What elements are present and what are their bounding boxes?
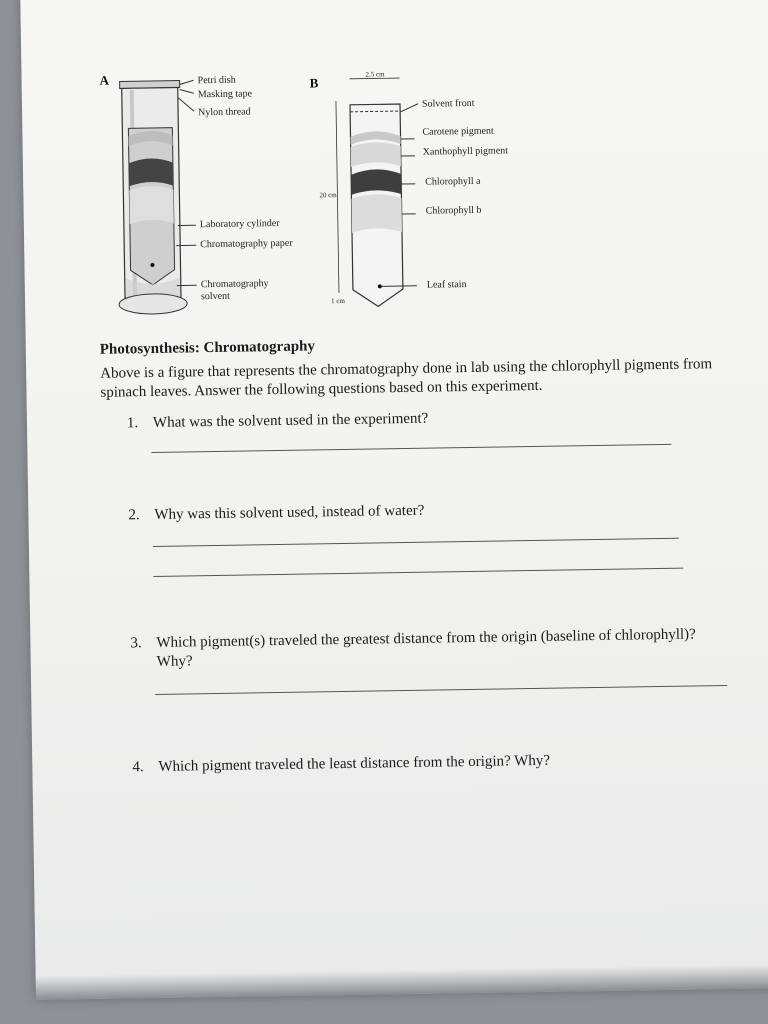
panel-a-label: A xyxy=(99,72,110,88)
panel-b-label: B xyxy=(309,75,319,91)
intro-paragraph: Above is a figure that represents the chromatography done in lab using the chlorophyll pigments from spinach leaves. Answer the following questions based on this experiment. xyxy=(100,356,713,401)
label-width-measure: 2.5 cm xyxy=(365,70,385,79)
question-3-number: 3. xyxy=(130,635,142,652)
answer-line-2b[interactable] xyxy=(153,568,683,577)
bottom-shadow xyxy=(36,964,768,1000)
label-chlorophyll-b: Chlorophyll b xyxy=(425,204,482,217)
label-masking-tape: Masking tape xyxy=(197,88,253,101)
question-2-number: 2. xyxy=(128,507,140,524)
label-chromatography-paper: Chromatography paper xyxy=(200,237,293,251)
cylinder-diagram xyxy=(116,80,198,314)
question-1-number: 1. xyxy=(126,415,139,432)
figure-drawing xyxy=(20,0,768,320)
answer-line-1[interactable] xyxy=(151,444,671,453)
answer-line-3[interactable] xyxy=(155,685,727,695)
label-nylon-thread: Nylon thread xyxy=(198,106,251,119)
chromatography-figure xyxy=(20,0,768,320)
worksheet-page xyxy=(20,0,768,1000)
label-chromatography-solvent-2: solvent xyxy=(200,290,230,303)
label-height-measure: 20 cm xyxy=(319,191,337,200)
question-3-text: Which pigment(s) traveled the greatest distance from the origin (baseline of chlorophyll)? xyxy=(156,626,696,651)
worksheet-title: Photosynthesis: Chromatography xyxy=(99,338,316,358)
label-chromatography-solvent-1: Chromatography xyxy=(200,278,269,291)
label-petri-dish: Petri dish xyxy=(197,74,236,87)
band-a-light xyxy=(129,186,174,225)
question-3-text-line2: Why? xyxy=(156,653,193,670)
question-3 xyxy=(130,624,768,672)
paper-strip-diagram xyxy=(336,78,422,307)
label-leaf-stain: Leaf stain xyxy=(426,279,467,291)
question-2-text: Why was this solvent used, instead of water? xyxy=(154,502,425,523)
label-laboratory-cylinder: Laboratory cylinder xyxy=(199,217,280,231)
label-solvent-front: Solvent front xyxy=(421,97,475,110)
question-4-text: Which pigment traveled the least distance from the origin? Why? xyxy=(158,752,551,775)
question-4-number: 4. xyxy=(132,759,144,776)
question-1 xyxy=(127,410,429,434)
label-xanthophyll: Xanthophyll pigment xyxy=(422,145,509,158)
label-baseline-measure: 1 cm xyxy=(331,296,345,306)
answer-line-2a[interactable] xyxy=(153,538,679,547)
label-chlorophyll-a: Chlorophyll a xyxy=(425,175,481,188)
question-2 xyxy=(128,502,424,526)
question-1-text: What was the solvent used in the experiment? xyxy=(152,410,429,431)
question-4 xyxy=(132,752,550,778)
chlorophyll-b-band xyxy=(351,194,402,233)
label-carotene: Carotene pigment xyxy=(422,125,494,138)
